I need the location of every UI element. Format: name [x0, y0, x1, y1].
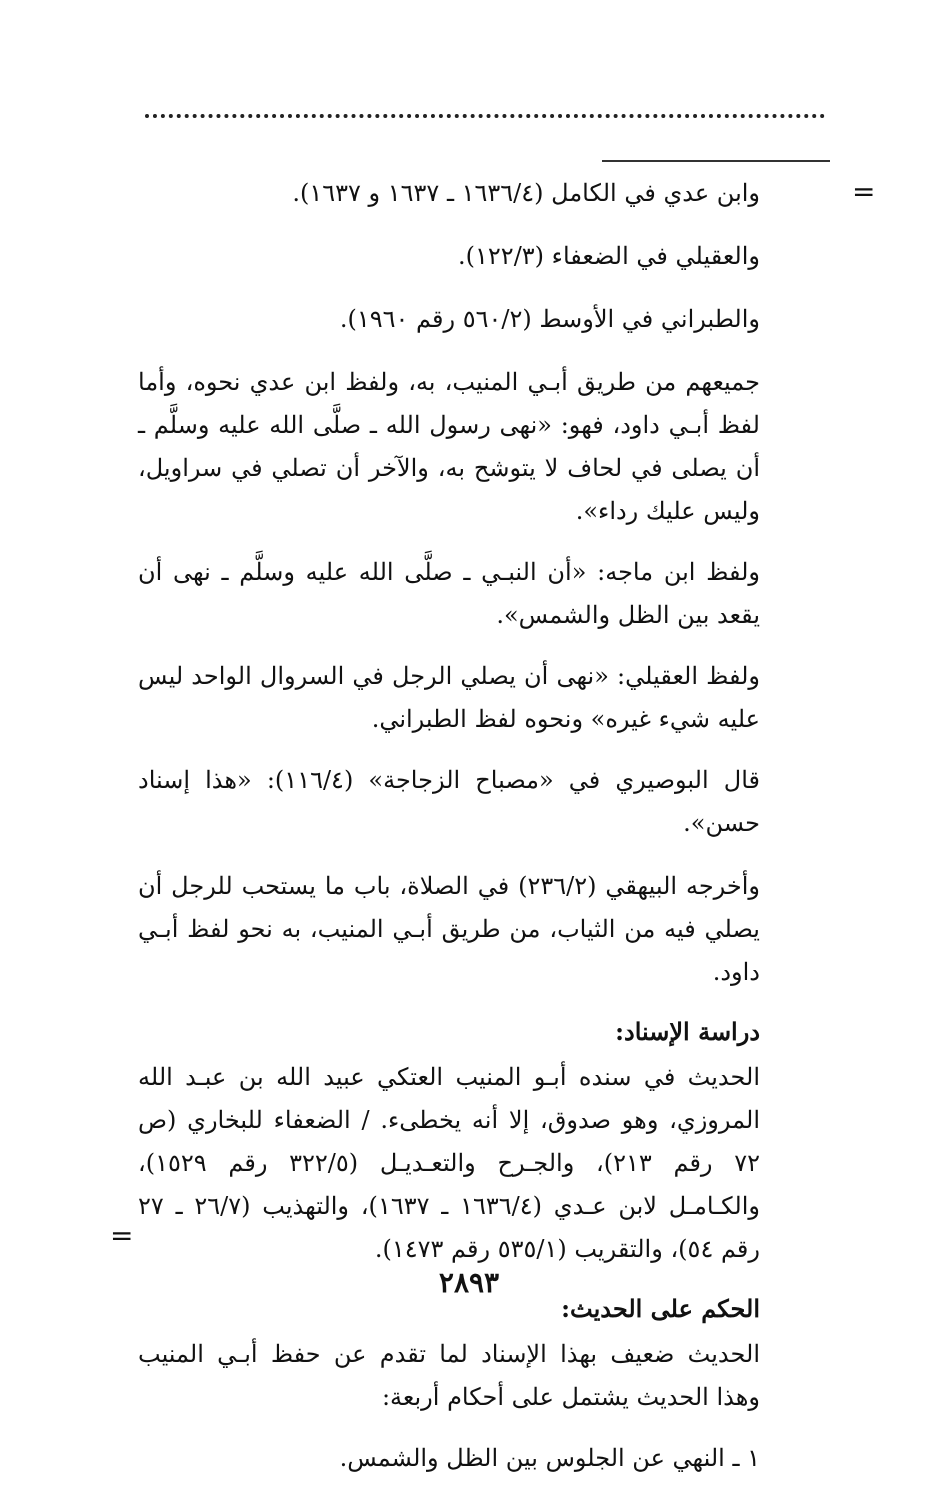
- isnad-heading: دراسة الإسناد:: [615, 1017, 760, 1046]
- ruling-text: الحديث ضعيف بهذا الإسناد لما تقدم عن حفظ أبـي المنيب وهذا الحديث يشتمل على أحكام أربعة:: [138, 1340, 760, 1411]
- page-number: ٢٨٩٣: [438, 1266, 500, 1299]
- continuation-mark-top: =: [852, 175, 876, 208]
- footnote-paragraph: وأخرجه البيهقي (٢٣٦/٢) في الصلاة، باب ما يستحب للرجل أن يصلي فيه من الثياب، من طريق أبـي المنيب، به نحو لفظ أبـي داود.: [138, 872, 761, 986]
- footnote-paragraph: وابن عدي في الكامل (١٦٣٦/٤ ـ ١٦٣٧ و ١٦٣٧).: [292, 179, 760, 207]
- footnote-paragraph: ولفظ ابن ماجه: «أن النبـي ـ صلَّى الله عليه وسلَّم ـ نهى أن يقعد بين الظل والشمس».: [138, 558, 760, 629]
- isnad-text: الحديث في سنده أبـو المنيب العتكي عبيد الله بن عبـد الله المروزي، وهو صدوق، إلا أنه يخطىء. / الضعفاء للبخاري (ص ٧٢ رقم ٢١٣)، والجـرح والتعـديـل (٣٢٢/٥ رقم ١٥٢٩)، والكـامـل لابن عـدي (١٦٣٦/٤ ـ ١٦٣٧)، والتهذيب (٢٦/٧ ـ ٢٧ رقم ٥٤)، والتقريب (٥٣٥/١ رقم ١٤٧٣).: [138, 1063, 761, 1263]
- footnote-paragraph: والطبراني في الأوسط (٥٦٠/٢ رقم ١٩٦٠).: [339, 305, 760, 333]
- footnote-paragraph: جميعهم من طريق أبـي المنيب، به، ولفظ ابن عدي نحوه، وأما لفظ أبـي داود، فهو: «نهى رسول الله ـ صلَّى الله عليه وسلَّم ـ أن يصلى في لحاف لا يتوشح به، والآخر أن تصلي في سراويل، وليس عليك رداء».: [138, 368, 760, 525]
- footnote-paragraph: ولفظ العقيلي: «نهى أن يصلي الرجل في السروال الواحد ليس عليه شيء غيره» ونحوه لفظ الطبراني.: [138, 662, 761, 733]
- footnote-content: [138, 172, 760, 1500]
- continuation-mark-bottom: =: [110, 1219, 134, 1252]
- footnote-rule: [602, 160, 830, 162]
- ruling-heading: الحكم على الحديث:: [561, 1294, 760, 1323]
- dotted-separator: [145, 114, 825, 118]
- footnote-paragraph: والعقيلي في الضعفاء (١٢٢/٣).: [458, 242, 760, 270]
- ruling-item: ١ ـ النهي عن الجلوس بين الظل والشمس.: [339, 1444, 760, 1472]
- footnote-paragraph: قال البوصيري في «مصباح الزجاجة» (١١٦/٤): «هذا إسناد حسن».: [138, 766, 760, 837]
